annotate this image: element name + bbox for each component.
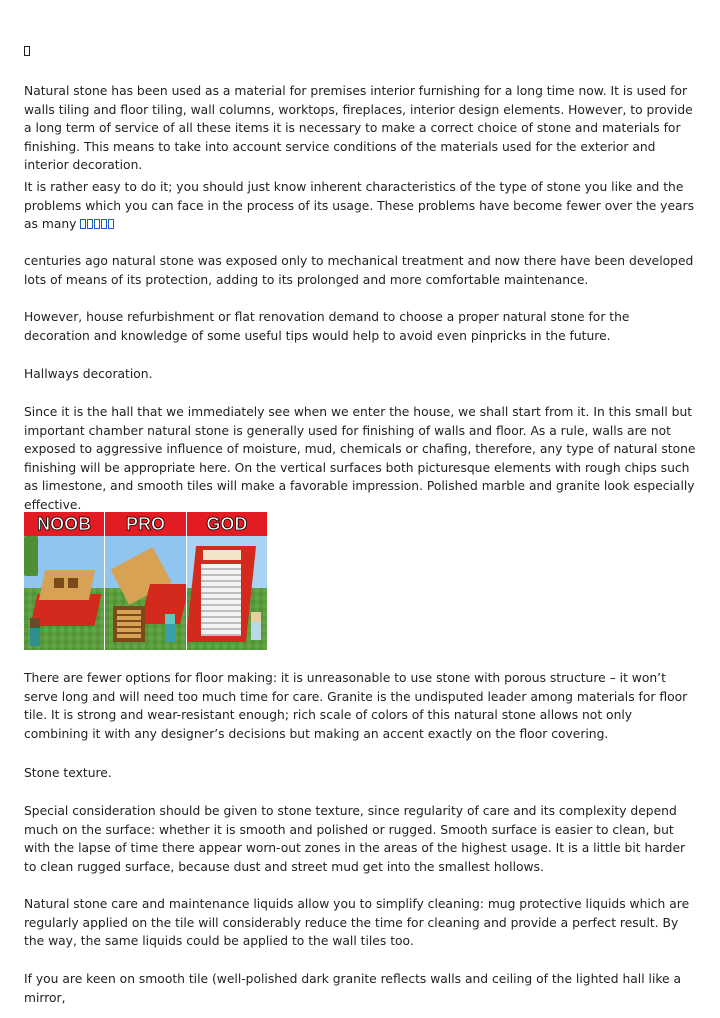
image-panel-god xyxy=(186,512,267,650)
paragraph-texture: Special consideration should be given to stone texture, since regularity of care and its complexity depend much on the surface: whether it is smooth and polished or rugged. Smooth surface is easier to clean, but with the lapse of time there appear worn-out zones in the areas of the highest usage. It is a little bit harder to clean rugged surface, because dust and street mud get into the smallest hollows. xyxy=(24,804,686,874)
inline-link[interactable] xyxy=(80,217,115,231)
panel-label-god: GOD xyxy=(187,512,267,536)
paragraph-centuries: centuries ago natural stone was exposed only to mechanical treatment and now there have been developed lots of means of its protection, adding to its prolonged and more comfortable maintenance. xyxy=(24,254,694,287)
paragraph-characteristics-text: It is rather easy to do it; you should just know inherent characteristics of the type of stone you like and the problems which you can face in the process of its usage. These problems have become fewer over the years as many xyxy=(24,180,695,232)
image-panel-pro xyxy=(104,512,185,650)
image-panel-noob xyxy=(24,512,104,650)
paragraph-intro: Natural stone has been used as a material for premises interior furnishing for a long time now. It is used for walls tiling and floor tiling, wall columns, worktops, fireplaces, interior design elements. However, to provide a long term of service of all these items it is necessary to make a correct choice of stone and materials for finishing. This means to take into account service conditions of the materials used for the exterior and interior decoration. xyxy=(24,84,693,173)
paragraph-refurbishment: However, house refurbishment or flat renovation demand to choose a proper natural stone for the decoration and knowledge of some useful tips would help to avoid even pinpricks in the future. xyxy=(24,310,630,343)
panel-label-pro: PRO xyxy=(105,512,185,536)
paragraph-floor: There are fewer options for floor making: it is unreasonable to use stone with porous structure – it won’t serve long and will need too much time for care. Granite is the undisputed leader among materials for floor tile. It is strong and wear-resistant enough; rich scale of colors of this natural stone allows not only combining it with any designer’s decisions but making an accent exactly on the floor covering. xyxy=(24,671,688,741)
missing-glyph-icon xyxy=(24,46,30,56)
paragraph-hall: Since it is the hall that we immediately see when we enter the house, we shall start from it. In this small but important chamber natural stone is generally used for finishing of walls and floor. As a rule, walls are not exposed to aggressive influence of moisture, mud, chemicals or chafing, therefore, any type of natural stone finishing will be appropriate here. On the vertical surfaces both picturesque elements with rough chips such as limestone, and smooth tiles will make a favorable impression. Polished marble and granite look especially effective. xyxy=(24,405,696,512)
article-image xyxy=(24,512,267,650)
paragraph-care-liquids: Natural stone care and maintenance liquids allow you to simplify cleaning: mug protective liquids which are regularly applied on the tile will considerably reduce the time for cleaning and provide a perfect result. By the way, the same liquids could be applied to the wall tiles too. xyxy=(24,897,690,949)
panel-label-noob: NOOB xyxy=(24,512,104,536)
heading-hallways: Hallways decoration. xyxy=(24,367,153,381)
paragraph-characteristics xyxy=(24,178,699,235)
heading-stone-texture: Stone texture. xyxy=(24,766,112,780)
link-glyphs-icon xyxy=(80,216,115,235)
paragraph-smooth-tile: If you are keen on smooth tile (well-polished dark granite reflects walls and ceiling of the lighted hall like a mirror, xyxy=(24,972,682,1005)
